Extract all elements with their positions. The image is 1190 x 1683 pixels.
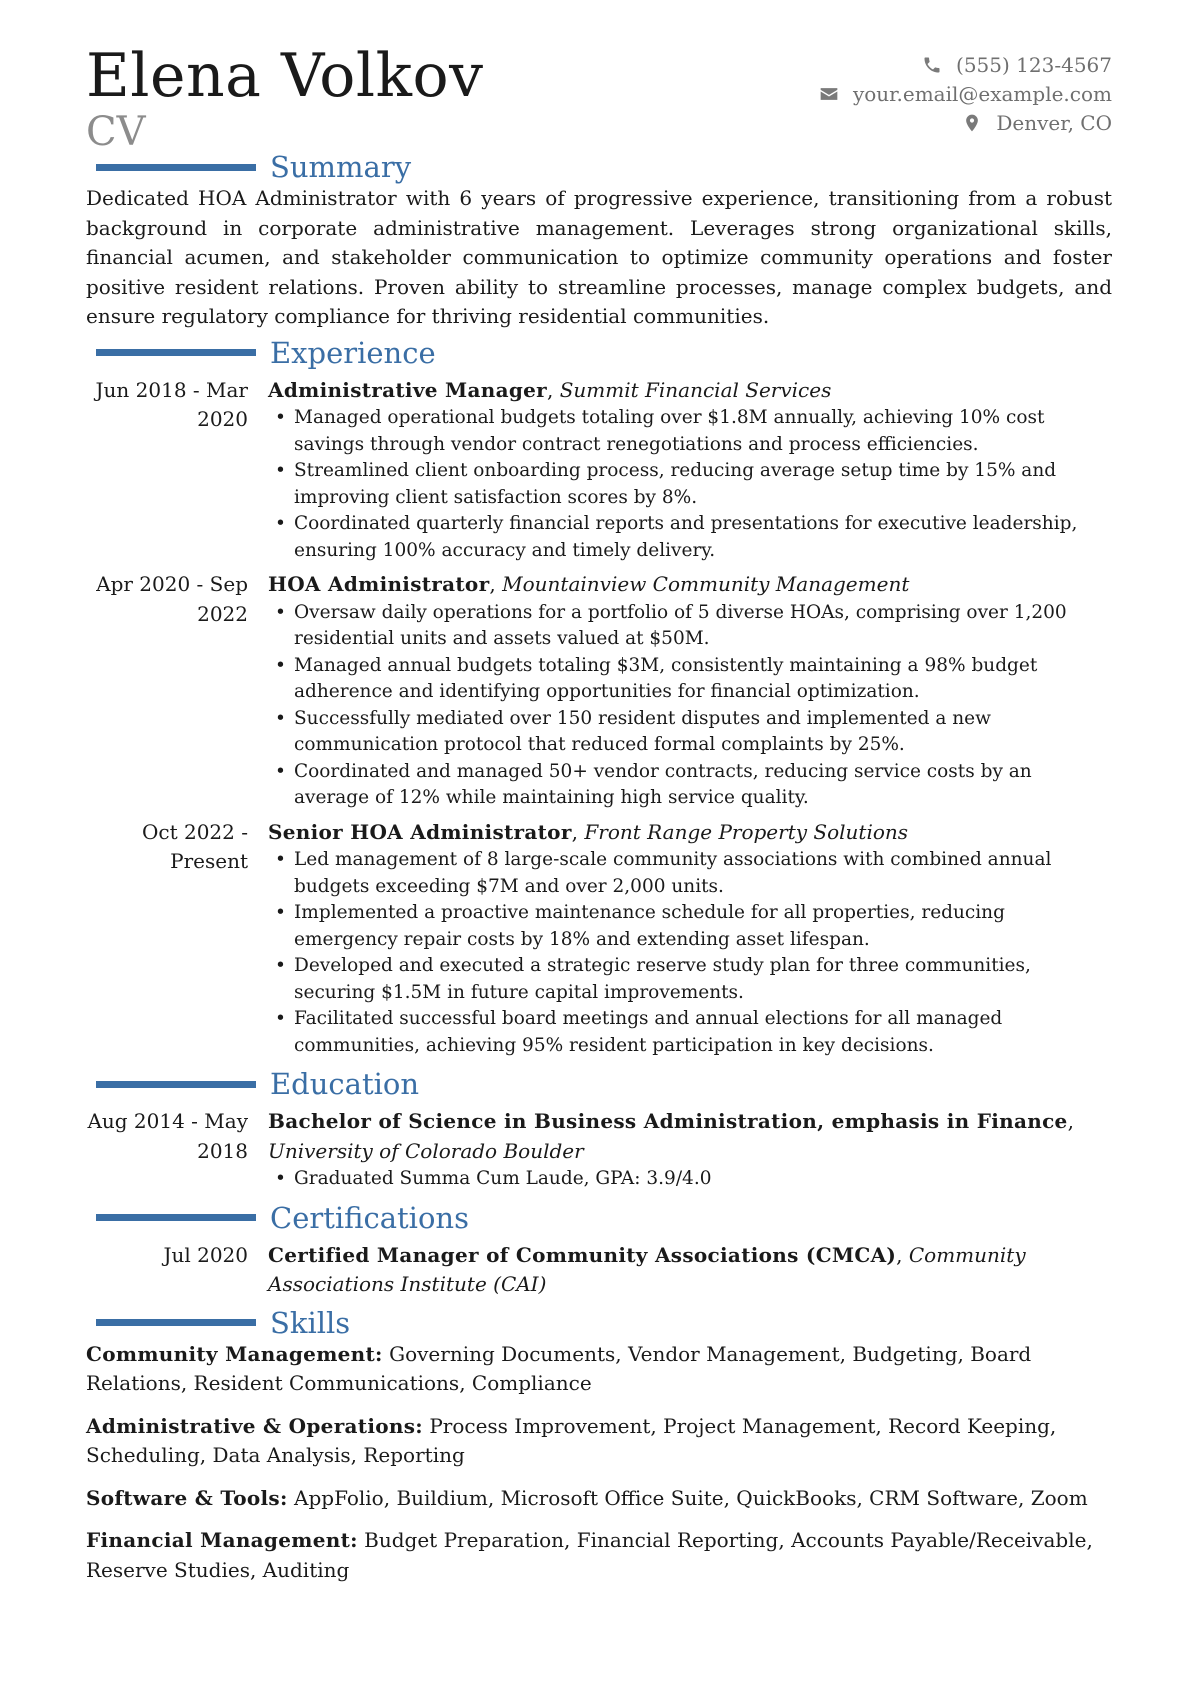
resume-page (86, 40, 1112, 1598)
email-address[interactable]: your.email@example.com (852, 81, 1112, 106)
skill-category: Financial Management: (86, 1528, 358, 1552)
section-accent-bar (96, 1081, 256, 1088)
section-accent-bar (96, 1319, 256, 1326)
education-entry (86, 1107, 1112, 1193)
section-header-experience (86, 336, 1112, 370)
contact-phone (819, 50, 1112, 79)
skill-category: Administrative & Operations: (86, 1413, 423, 1438)
map-pin-icon (962, 113, 982, 133)
skill-group (86, 1340, 1112, 1399)
section-title-summary: Summary (270, 150, 412, 184)
skill-values: Process Improvement, Project Management, Record Keeping, Scheduling, Data Analysis, Reporting (86, 1413, 1057, 1467)
skill-category: Community Management: (86, 1341, 383, 1366)
section-title-certifications: Certifications (270, 1200, 469, 1235)
section-header-certifications (86, 1201, 1112, 1235)
section-title-experience: Experience (270, 335, 436, 370)
candidate-name: Elena Volkov (86, 41, 484, 111)
achievement-item: • Successfully mediated over 150 resident disputes and implemented a new communication protocol that reduced formal complaints by 25%. (294, 706, 1112, 759)
achievement-item: • Facilitated successful board meetings and annual elections for all managed communities, achieving 95% resident participation in key decisions. (294, 1006, 1112, 1059)
section-header-skills (86, 1306, 1112, 1340)
contact-info (819, 50, 1112, 137)
education-detail-list (268, 1166, 1112, 1193)
section-header-summary (86, 150, 1112, 184)
company-name: Front Range Property Solutions (584, 819, 909, 844)
contact-email (819, 79, 1112, 108)
entry-body: Certified Manager of Community Associations (CMCA), Community Associations Institute (CAI) (268, 1242, 1026, 1296)
envelope-icon (819, 84, 839, 104)
achievement-item: • Managed operational budgets totaling over $1.8M annually, achieving 10% cost savings through vendor contract renegotiations and process efficiencies. (294, 405, 1112, 458)
contact-location (819, 108, 1112, 137)
achievement-list (268, 847, 1112, 1059)
skills-list (86, 1340, 1112, 1586)
degree-title: Bachelor of Science in Business Administration, emphasis in Finance (268, 1109, 1068, 1133)
achievement-item: • Coordinated and managed 50+ vendor contracts, reducing service costs by an average of 12% while maintaining high service quality. (294, 759, 1112, 812)
entry-body: Bachelor of Science in Business Administration, emphasis in Finance, University of Colorado Boulder • Graduated Summa Cum Laude, GPA: 3.9/4.0 (268, 1107, 1112, 1193)
entry-body: Senior HOA Administrator, Front Range Property Solutions • Led management of 8 large-scale community associations with combined annual budgets exceeding $7M and over 2,000 units. • Implemented a proactive maintenance schedule for all properties, reducing emergency repair costs by 18% and extending asset lifespan. • Developed and executed a strategic reserve study plan for three communities, securing $1.5M in future capital improvements. • Facilitated successful board meetings and annual elections for all managed communities, achieving 95% resident participation in key decisions. (268, 818, 1112, 1060)
job-title: HOA Administrator (268, 572, 490, 596)
certification-entry (86, 1241, 1112, 1300)
achievement-item: • Streamlined client onboarding process, reducing average setup time by 15% and improving client satisfaction scores by 8%. (294, 458, 1112, 511)
achievement-list (268, 405, 1112, 564)
entry-date: Aug 2014 - May 2018 (87, 1109, 248, 1163)
phone-number: (555) 123-4567 (956, 52, 1112, 77)
issuing-organization: Community Associations Institute (CAI) (268, 1242, 1026, 1296)
skill-values: Governing Documents, Vendor Management, Budgeting, Board Relations, Resident Communications, Compliance (86, 1341, 1032, 1395)
education-detail-item: • Graduated Summa Cum Laude, GPA: 3.9/4.0 (294, 1166, 1112, 1193)
summary-text: Dedicated HOA Administrator with 6 years of progressive experience, transitioning from a robust background in corporate administrative management. Leverages strong organizational skills, financial acumen, and stakeholder communication to optimize community operations and foster positive resident relations. Proven ability to streamline processes, manage complex budgets, and ensure regulatory compliance for thriving residential communities. (86, 186, 1112, 328)
resume-header (86, 40, 1112, 155)
achievement-item: • Led management of 8 large-scale community associations with combined annual budgets exceeding $7M and over 2,000 units. (294, 847, 1112, 900)
achievement-item: • Coordinated quarterly financial reports and presentations for executive leadership, ensuring 100% accuracy and timely delivery. (294, 511, 1112, 564)
skill-group (86, 1526, 1112, 1585)
achievement-item: • Developed and executed a strategic reserve study plan for three communities, securing $1.5M in future capital improvements. (294, 953, 1112, 1006)
phone-icon (922, 55, 942, 75)
skill-group (86, 1484, 1112, 1514)
entry-body: Administrative Manager, Summit Financial Services • Managed operational budgets totaling over $1.8M annually, achieving 10% cost savings through vendor contract renegotiations and process efficiencies. • Streamlined client onboarding process, reducing average setup time by 15% and improving client satisfaction scores by 8%. • Coordinated quarterly financial reports and presentations for executive leadership, ensuring 100% accuracy and timely delivery. (268, 376, 1112, 565)
experience-entry (86, 570, 1112, 812)
skill-values: Budget Preparation, Financial Reporting, Accounts Payable/Receivable, Reserve Studies, Auditing (86, 1528, 1093, 1582)
section-title-education: Education (270, 1067, 420, 1101)
certification-title: Certified Manager of Community Associations (CMCA) (268, 1242, 897, 1267)
section-accent-bar (96, 349, 256, 356)
entry-date: Apr 2020 - Sep 2022 (96, 572, 248, 626)
job-title: Senior HOA Administrator (268, 819, 572, 844)
skill-category: Software & Tools: (86, 1485, 288, 1510)
section-accent-bar (96, 1214, 256, 1221)
achievement-list (268, 600, 1112, 812)
school-name: University of Colorado Boulder (268, 1138, 584, 1163)
section-header-education (86, 1067, 1112, 1101)
achievement-item: • Implemented a proactive maintenance schedule for all properties, reducing emergency repair costs by 18% and extending asset lifespan. (294, 900, 1112, 953)
skill-group (86, 1412, 1112, 1471)
achievement-item: • Oversaw daily operations for a portfolio of 5 diverse HOAs, comprising over 1,200 residential units and assets valued at $50M. (294, 600, 1112, 653)
document-subtitle: CV (86, 109, 146, 155)
company-name: Summit Financial Services (559, 377, 832, 402)
experience-entry (86, 818, 1112, 1060)
section-title-skills: Skills (270, 1305, 351, 1340)
company-name: Mountainview Community Management (502, 572, 910, 596)
achievement-item: • Managed annual budgets totaling $3M, consistently maintaining a 98% budget adherence and identifying opportunities for financial optimization. (294, 653, 1112, 706)
entry-date: Jul 2020 (163, 1242, 248, 1267)
experience-entry (86, 376, 1112, 565)
entry-date: Oct 2022 - Present (141, 819, 248, 873)
location-text: Denver, CO (996, 110, 1112, 135)
entry-date: Jun 2018 - Mar 2020 (95, 377, 248, 431)
section-accent-bar (96, 164, 256, 171)
skill-values: AppFolio, Buildium, Microsoft Office Suite, QuickBooks, CRM Software, Zoom (294, 1485, 1088, 1510)
entry-body: HOA Administrator, Mountainview Community Management • Oversaw daily operations for a portfolio of 5 diverse HOAs, comprising over 1,200 residential units and assets valued at $50M. • Managed annual budgets totaling $3M, consistently maintaining a 98% budget adherence and identifying opportunities for financial optimization. • Successfully mediated over 150 resident disputes and implemented a new communication protocol that reduced formal complaints by 25%. • Coordinated and managed 50+ vendor contracts, reducing service costs by an average of 12% while maintaining high service quality. (268, 570, 1112, 812)
job-title: Administrative Manager (268, 377, 547, 402)
